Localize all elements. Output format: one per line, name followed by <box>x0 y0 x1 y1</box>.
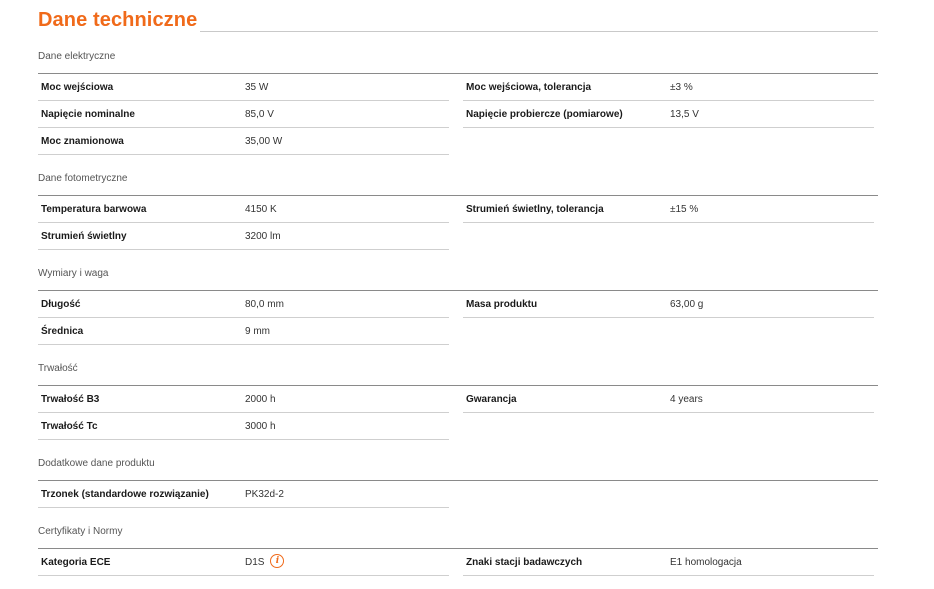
spec-row <box>38 291 449 318</box>
spec-value <box>245 549 284 576</box>
section-title: Trwałość <box>38 363 78 374</box>
spec-value-text: 85,0 V <box>245 109 274 120</box>
row-divider <box>38 249 449 250</box>
section-title: Dane fotometryczne <box>38 173 128 184</box>
spec-value-text: 35 W <box>245 82 269 93</box>
spec-row <box>463 74 874 101</box>
spec-value <box>670 74 693 101</box>
spec-label: Temperatura barwowa <box>41 204 147 215</box>
spec-value <box>245 74 268 101</box>
spec-label: Moc znamionowa <box>41 136 124 147</box>
spec-row <box>38 74 449 101</box>
section-title: Dane elektryczne <box>38 51 116 62</box>
spec-value-text: D1S <box>245 557 265 568</box>
row-divider <box>463 222 874 223</box>
spec-row <box>463 386 874 413</box>
spec-value <box>245 196 277 223</box>
spec-row <box>463 291 874 318</box>
spec-label: Kategoria ECE <box>41 557 111 568</box>
spec-value <box>245 413 276 440</box>
spec-value <box>670 549 742 576</box>
spec-value-text: 4150 K <box>245 204 277 215</box>
spec-label: Napięcie probiercze (pomiarowe) <box>466 109 623 120</box>
spec-value <box>670 291 703 318</box>
row-divider <box>38 507 449 508</box>
spec-row <box>38 386 449 413</box>
spec-value-text: 13,5 V <box>670 109 699 120</box>
spec-label: Trwałość B3 <box>41 394 100 405</box>
spec-row <box>463 549 874 576</box>
spec-section <box>38 49 878 147</box>
spec-section <box>38 361 878 432</box>
spec-value-text: 80,0 mm <box>245 299 284 310</box>
section-title: Dodatkowe dane produktu <box>38 458 155 469</box>
spec-row <box>38 481 449 508</box>
row-divider <box>38 439 449 440</box>
spec-value-text: E1 homologacja <box>670 557 742 568</box>
spec-row <box>38 318 449 345</box>
row-divider <box>38 154 449 155</box>
section-title: Certyfikaty i Normy <box>38 526 123 537</box>
info-icon[interactable]: i <box>270 554 284 568</box>
spec-value <box>245 291 284 318</box>
spec-section <box>38 171 878 242</box>
spec-row <box>38 413 449 440</box>
spec-value-text: ±15 % <box>670 204 699 215</box>
row-divider <box>463 575 874 576</box>
spec-value-text: PK32d-2 <box>245 489 284 500</box>
spec-value <box>670 196 698 223</box>
spec-value-text: 3200 lm <box>245 231 281 242</box>
spec-label: Moc wejściowa <box>41 82 114 93</box>
spec-value <box>245 128 282 155</box>
spec-value-text: 4 years <box>670 394 703 405</box>
spec-row <box>38 101 449 128</box>
spec-value-text: ±3 % <box>670 82 693 93</box>
spec-value-text: 2000 h <box>245 394 276 405</box>
spec-label: Moc wejściowa, tolerancja <box>466 82 592 93</box>
spec-label: Masa produktu <box>466 299 538 310</box>
spec-label: Znaki stacji badawczych <box>466 557 583 568</box>
spec-value <box>245 318 270 345</box>
spec-section <box>38 456 878 500</box>
spec-value <box>245 386 276 413</box>
row-divider <box>38 344 449 345</box>
spec-row <box>38 196 449 223</box>
spec-value <box>670 386 703 413</box>
spec-value-text: 63,00 g <box>670 299 704 310</box>
spec-row <box>38 549 449 576</box>
spec-label: Gwarancja <box>466 394 517 405</box>
row-divider <box>463 127 874 128</box>
spec-label: Napięcie nominalne <box>41 109 135 120</box>
spec-row <box>463 101 874 128</box>
page-title: Dane techniczne <box>38 9 198 31</box>
spec-label: Strumień świetlny <box>41 231 127 242</box>
spec-section <box>38 524 878 568</box>
section-title: Wymiary i waga <box>38 268 109 279</box>
spec-row <box>38 223 449 250</box>
row-divider <box>463 317 874 318</box>
spec-row <box>463 196 874 223</box>
spec-value-text: 9 mm <box>245 326 270 337</box>
spec-label: Długość <box>41 299 81 310</box>
spec-section <box>38 266 878 337</box>
spec-value <box>245 101 274 128</box>
spec-row <box>38 128 449 155</box>
spec-label: Trzonek (standardowe rozwiązanie) <box>41 489 209 500</box>
spec-label: Trwałość Tc <box>41 421 98 432</box>
spec-value <box>245 223 281 250</box>
title-divider <box>200 31 878 32</box>
spec-value <box>245 481 284 508</box>
spec-label: Strumień świetlny, tolerancja <box>466 204 604 215</box>
row-divider <box>463 412 874 413</box>
spec-value-text: 35,00 W <box>245 136 283 147</box>
row-divider <box>38 575 449 576</box>
spec-value-text: 3000 h <box>245 421 276 432</box>
spec-label: Średnica <box>41 326 84 337</box>
spec-value <box>670 101 699 128</box>
